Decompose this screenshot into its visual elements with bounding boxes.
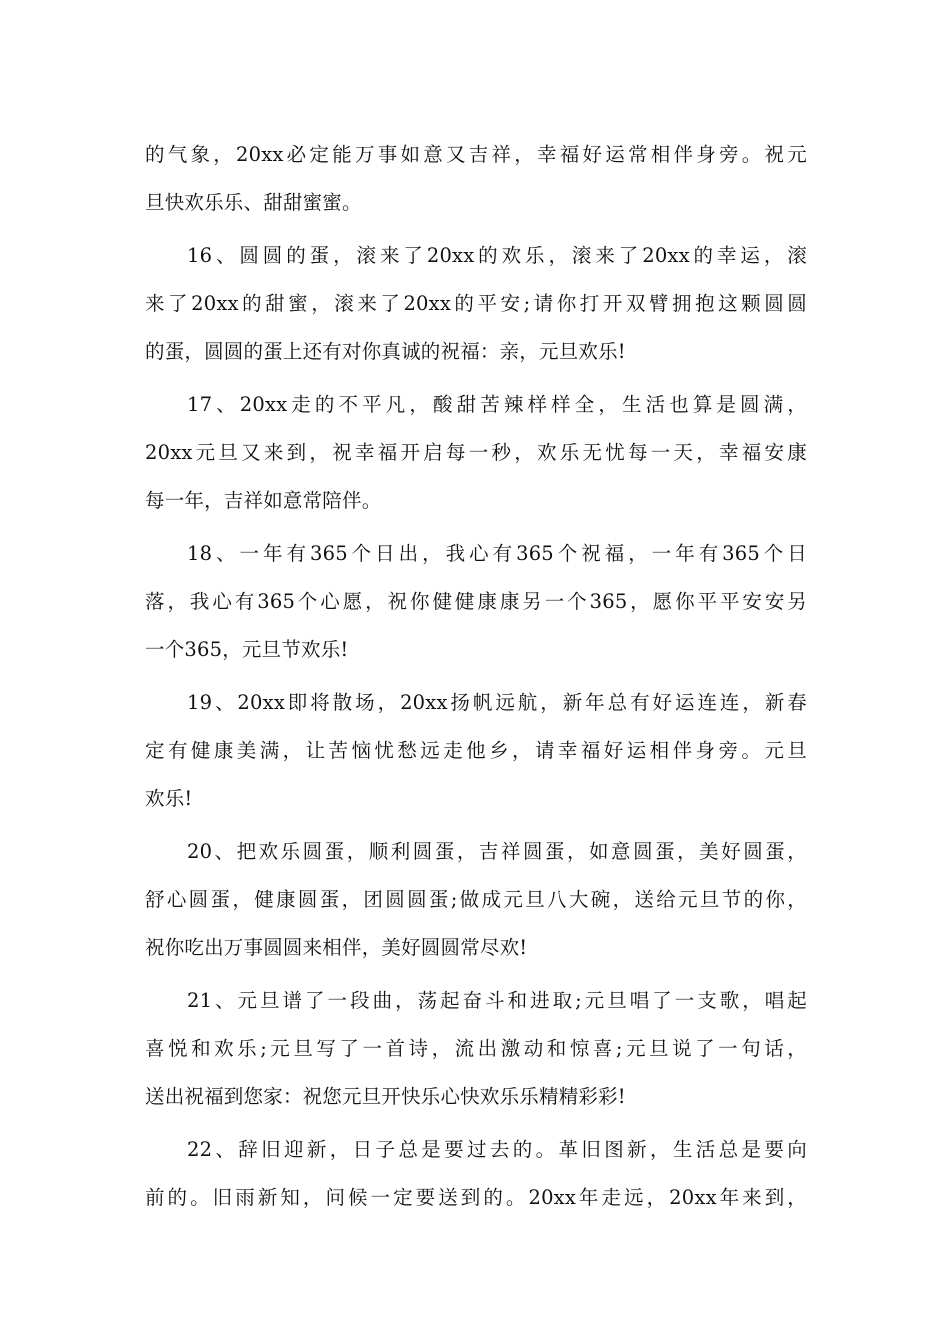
text-line: 16、圆圆的蛋，滚来了20xx的欢乐，滚来了20xx的幸运，滚: [187, 244, 807, 267]
text-line: 17、20xx走的不平凡，酸甜苦辣样样全，生活也算是圆满，: [187, 393, 807, 416]
text-line: 每一年，吉祥如意常陪伴。: [145, 489, 382, 512]
text-line: 的蛋，圆圆的蛋上还有对你真诚的祝福：亲，元旦欢乐!: [145, 340, 626, 363]
paragraph: [145, 530, 807, 674]
text-line: 22、辞旧迎新，日子总是要过去的。革旧图新，生活总是要向: [187, 1138, 807, 1161]
paragraph: [145, 828, 807, 972]
paragraph: [145, 131, 807, 227]
text-line: 舒心圆蛋，健康圆蛋，团圆圆蛋;做成元旦八大碗，送给元旦节的你，: [145, 888, 807, 911]
text-line: 定有健康美满，让苦恼忧愁远走他乡，请幸福好运相伴身旁。元旦: [145, 739, 807, 762]
paragraph: [145, 381, 807, 525]
paragraph: [145, 679, 807, 823]
text-line: 来了20xx的甜蜜，滚来了20xx的平安;请你打开双臂拥抱这颗圆圆: [145, 292, 807, 315]
paragraph: [145, 232, 807, 376]
text-line: 旦快欢乐乐、甜甜蜜蜜。: [145, 191, 362, 214]
text-line: 的气象，20xx必定能万事如意又吉祥，幸福好运常相伴身旁。祝元: [145, 143, 807, 166]
text-line: 20xx元旦又来到，祝幸福开启每一秒，欢乐无忧每一天，幸福安康: [145, 441, 807, 464]
text-line: 喜悦和欢乐;元旦写了一首诗，流出激动和惊喜;元旦说了一句话，: [145, 1037, 807, 1060]
paragraph: [145, 977, 807, 1121]
text-line: 欢乐!: [145, 787, 193, 810]
text-line: 一个365，元旦节欢乐!: [145, 638, 349, 661]
text-line: 21、元旦谱了一段曲，荡起奋斗和进取;元旦唱了一支歌，唱起: [187, 989, 807, 1012]
text-line: 18、一年有365个日出，我心有365个祝福，一年有365个日: [187, 542, 807, 565]
paragraph: [145, 1126, 807, 1222]
text-line: 20、把欢乐圆蛋，顺利圆蛋，吉祥圆蛋，如意圆蛋，美好圆蛋，: [187, 840, 807, 863]
text-line: 19、20xx即将散场，20xx扬帆远航，新年总有好运连连，新春: [187, 691, 807, 714]
text-line: 落，我心有365个心愿，祝你健健康康另一个365，愿你平平安安另: [145, 590, 807, 613]
text-line: 前的。旧雨新知，问候一定要送到的。20xx年走远，20xx年来到，: [145, 1186, 807, 1209]
document-body: [145, 131, 807, 1222]
text-line: 祝你吃出万事圆圆来相伴，美好圆圆常尽欢!: [145, 936, 528, 959]
text-line: 送出祝福到您家：祝您元旦开快乐心快欢乐乐精精彩彩!: [145, 1085, 626, 1108]
